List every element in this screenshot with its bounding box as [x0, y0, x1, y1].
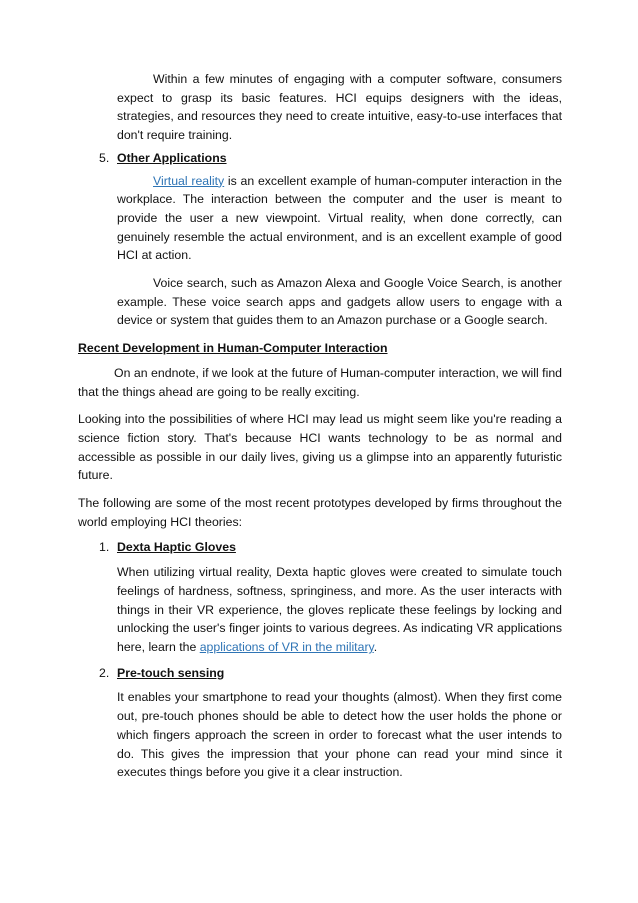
recent-paragraph-2: Looking into the possibilities of where HCI may lead us might seem like you're reading a science fiction story. That's because HCI wants technology to be as normal and accessible as possible in our daily lives, giving us a glimpse into an apparently futuristic future. [78, 412, 562, 483]
section-heading-recent-development: Recent Development in Human-Computer Interaction [78, 341, 388, 356]
dexta-text: When utilizing virtual reality, Dexta haptic gloves were created to simulate touch feelings of hardness, softness, springiness, and more. As the user interacts with things in their VR experience, the gloves replicate these feelings by locking and unlocking the user's finger joints to various degrees. As indicating VR applications here, learn the [117, 565, 562, 654]
list-item-other-applications [99, 149, 562, 168]
other-applications-body [117, 172, 562, 331]
list-item-pretouch [99, 664, 562, 683]
list-number: 5. [99, 150, 110, 165]
pretouch-body [117, 688, 562, 782]
vr-military-link[interactable]: applications of VR in the military [199, 639, 374, 654]
vr-paragraph-text: is an excellent example of human-computer interaction in the workplace. The interaction between the computer and the user is meant to provide the user a new viewpoint. Virtual reality, when done correctly, can genuinely resemble the actual environment, and is an excellent example of good HCI at action. [117, 173, 562, 263]
pretouch-paragraph: It enables your smartphone to read your thoughts (almost). When they first come out, pre-touch phones should be able to detect how the user holds the phone or which fingers approach the screen in order to forecast what the user intends to do. This gives the impression that your phone can read your mind since it executes things before you give it a clear instruction. [117, 690, 562, 780]
dexta-paragraph [117, 563, 562, 657]
intro-paragraph: Within a few minutes of engaging with a computer software, consumers expect to grasp its basic features. HCI equips designers with the ideas, strategies, and resources they need to create intuitive, easy-to-use interfaces that don't require training. [117, 72, 562, 143]
intro-block [117, 70, 562, 145]
vr-paragraph [117, 172, 562, 266]
voice-search-paragraph: Voice search, such as Amazon Alexa and Google Voice Search, is another example. These voice search apps and gadgets allow users to engage with a device or system that guides them to an Amazon purchase or a Google search. [117, 276, 562, 328]
dexta-body [117, 563, 562, 657]
recent-paragraph-3: The following are some of the most recent prototypes developed by firms throughout the world employing HCI theories: [78, 496, 562, 529]
list-number: 1. [99, 540, 110, 555]
list-number: 2. [99, 665, 110, 680]
list-item-dexta [99, 538, 562, 557]
list-title: Other Applications [117, 150, 227, 165]
dexta-text-end: . [373, 639, 378, 654]
virtual-reality-link[interactable]: Virtual reality [153, 173, 225, 188]
list-title: Pre-touch sensing [117, 665, 225, 680]
recent-paragraph-1: On an endnote, if we look at the future of Human-computer interaction, we will find that the things ahead are going to be really exciting. [78, 365, 562, 399]
page-content [78, 70, 562, 782]
list-title: Dexta Haptic Gloves [117, 540, 236, 555]
